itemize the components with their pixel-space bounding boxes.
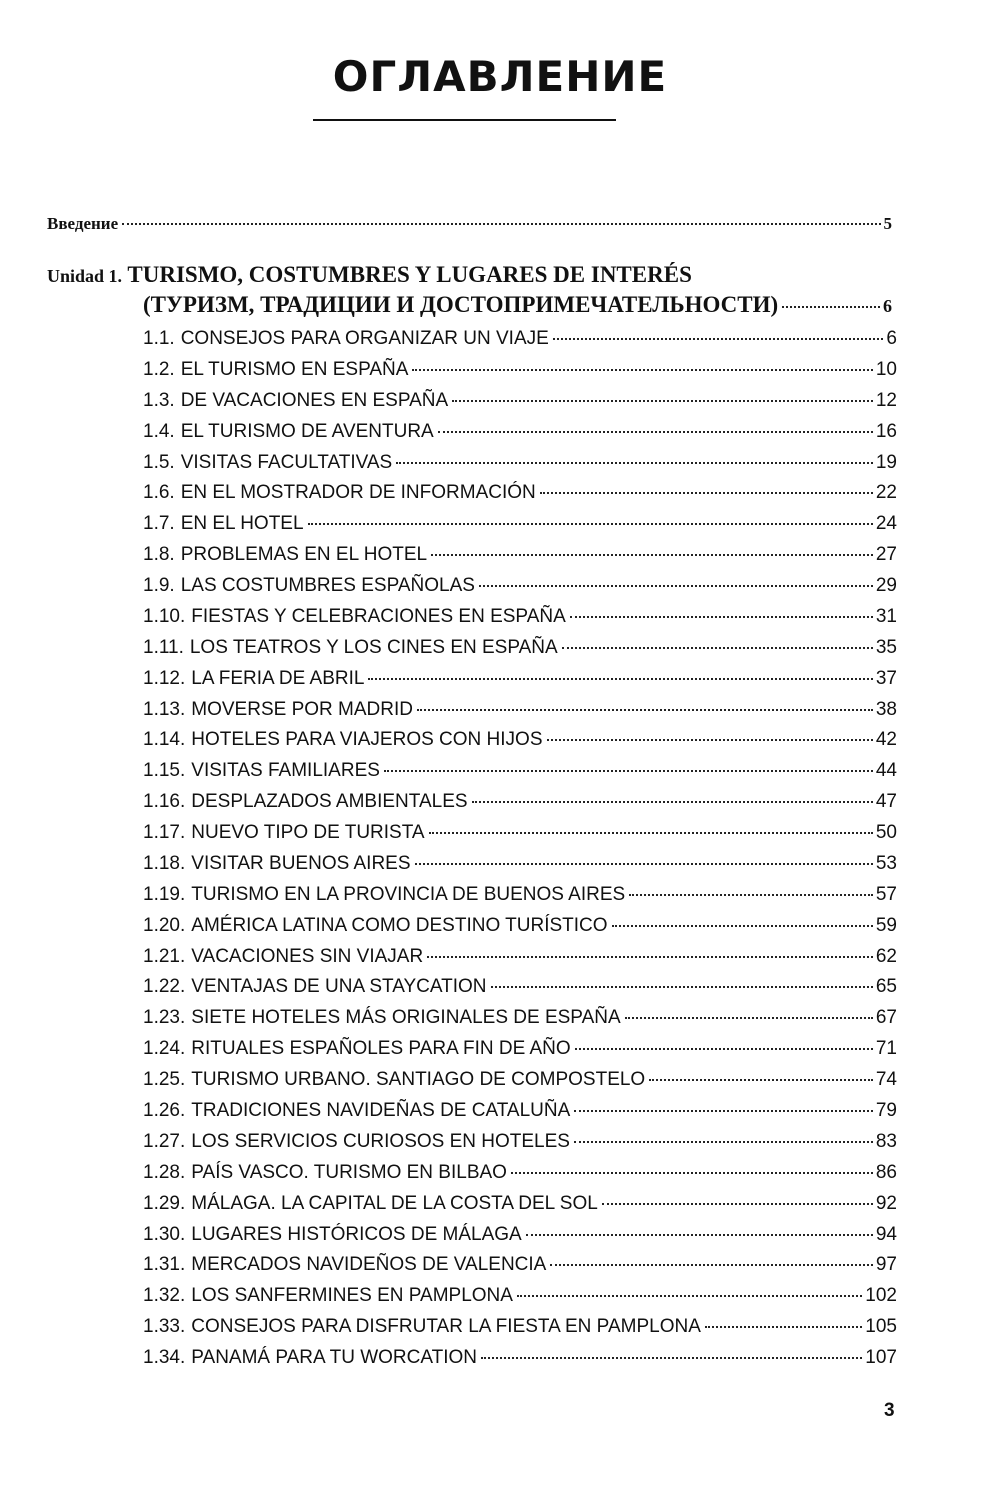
toc-entry[interactable] xyxy=(143,637,897,665)
toc-entry[interactable] xyxy=(143,544,897,572)
toc-entry-title: DESPLAZADOS AMBIENTALES xyxy=(191,791,468,813)
dot-leader xyxy=(396,462,873,464)
toc-entry-number: 1.31. xyxy=(143,1254,186,1276)
dot-leader xyxy=(415,863,873,865)
toc-entry[interactable] xyxy=(143,1162,897,1190)
toc-entry-title: VISITAS FAMILIARES xyxy=(191,760,380,782)
dot-leader xyxy=(412,369,872,371)
toc-entry-page: 10 xyxy=(875,358,897,380)
toc-entry-page: 92 xyxy=(875,1192,897,1214)
toc-entry-title: CONSEJOS PARA ORGANIZAR UN VIAJE xyxy=(180,328,549,349)
dot-leader xyxy=(417,709,873,711)
dot-leader xyxy=(481,1357,862,1359)
toc-entry-title: FIESTAS Y CELEBRACIONES EN ESPAÑA xyxy=(191,605,566,627)
toc-entry[interactable] xyxy=(143,946,897,974)
unit-heading[interactable] xyxy=(47,262,692,288)
toc-entry[interactable] xyxy=(143,1131,897,1159)
toc-entry-title: VISITAS FACULTATIVAS xyxy=(180,451,393,473)
toc-entry[interactable] xyxy=(143,1316,897,1344)
toc-entry-page: 74 xyxy=(875,1069,897,1091)
toc-entry-page: 6 xyxy=(886,328,897,349)
toc-entry[interactable] xyxy=(143,575,897,603)
toc-entry-page: 29 xyxy=(875,575,897,597)
toc-entry-number: 1.18. xyxy=(143,852,186,874)
dot-leader xyxy=(368,678,872,680)
toc-entry-page: 83 xyxy=(875,1130,897,1152)
toc-entry-page: 16 xyxy=(875,420,897,442)
toc-entry-page: 65 xyxy=(875,976,897,998)
toc-entry-title: EL TURISMO EN ESPAÑA xyxy=(180,358,409,380)
unit-prefix: Unidad 1. xyxy=(47,266,123,286)
toc-entry[interactable] xyxy=(143,482,897,510)
dot-leader xyxy=(574,1141,873,1143)
toc-entry-title: DE VACACIONES EN ESPAÑA xyxy=(180,389,449,411)
dot-leader xyxy=(612,925,873,927)
dot-leader xyxy=(526,1234,873,1236)
dot-leader xyxy=(479,585,873,587)
toc-entry-number: 1.26. xyxy=(143,1100,186,1121)
toc-entry-page: 59 xyxy=(875,914,897,936)
dot-leader xyxy=(575,1048,873,1050)
dot-leader xyxy=(649,1079,873,1081)
toc-entry-number: 1.13. xyxy=(143,698,186,720)
toc-entry-number: 1.11. xyxy=(143,636,184,658)
toc-entry[interactable] xyxy=(143,359,897,387)
dot-leader xyxy=(570,616,873,618)
toc-intro-label: Введение xyxy=(47,214,119,233)
toc-entry-title: MERCADOS NAVIDEÑOS DE VALENCIA xyxy=(191,1254,547,1276)
dot-leader xyxy=(705,1326,862,1328)
page-number: 3 xyxy=(884,1400,895,1421)
toc-entry-title: NUEVO TIPO DE TURISTA xyxy=(191,822,425,844)
toc-entry-title: AMÉRICA LATINA COMO DESTINO TURÍSTICO xyxy=(191,914,608,936)
toc-entry-number: 1.17. xyxy=(143,822,186,844)
toc-entry-title: HOTELES PARA VIAJEROS CON HIJOS xyxy=(191,729,543,751)
toc-entry-page: 37 xyxy=(875,667,897,689)
dot-leader xyxy=(629,894,873,896)
toc-entry-title: VACACIONES SIN VIAJAR xyxy=(191,945,424,967)
toc-entry-title: EN EL MOSTRADOR DE INFORMACIÓN xyxy=(180,482,536,504)
toc-entry-page: 31 xyxy=(875,605,897,627)
toc-entry[interactable] xyxy=(143,452,897,480)
toc-entry-page: 47 xyxy=(875,791,897,813)
toc-entry-page: 67 xyxy=(875,1007,897,1029)
toc-entry-number: 1.27. xyxy=(143,1130,186,1152)
toc-entry-title: TURISMO EN LA PROVINCIA DE BUENOS AIRES xyxy=(191,883,626,905)
toc-entry-number: 1.9. xyxy=(143,575,175,597)
toc-entry-number: 1.16. xyxy=(143,791,186,813)
toc-entry[interactable] xyxy=(143,606,897,634)
toc-entry[interactable] xyxy=(143,668,897,696)
toc-entry-number: 1.15. xyxy=(143,760,186,782)
toc-entry[interactable] xyxy=(143,390,897,418)
toc-entry[interactable] xyxy=(143,1100,897,1128)
toc-entry-title: RITUALES ESPAÑOLES PARA FIN DE AÑO xyxy=(191,1038,571,1060)
toc-entry-number: 1.20. xyxy=(143,914,186,936)
toc-entry-title: PAÍS VASCO. TURISMO EN BILBAO xyxy=(191,1161,507,1183)
page-title: ОГЛАВЛЕНИЕ xyxy=(332,52,668,101)
toc-entry[interactable] xyxy=(143,853,897,881)
toc-entry-number: 1.32. xyxy=(143,1285,186,1307)
toc-entry-page: 86 xyxy=(875,1161,897,1183)
toc-entry[interactable] xyxy=(143,915,897,943)
dot-leader xyxy=(438,431,873,433)
unit-title-ru: (ТУРИЗМ, ТРАДИЦИИ И ДОСТОПРИМЕЧАТЕЛЬНОСТИ) xyxy=(143,292,779,317)
toc-entry-page: 107 xyxy=(865,1347,897,1369)
toc-entry-page: 12 xyxy=(875,389,897,411)
toc-entry[interactable] xyxy=(143,328,897,356)
dot-leader xyxy=(782,306,880,308)
toc-entry[interactable] xyxy=(143,699,897,727)
toc-entry-title: PANAMÁ PARA TU WORCATION xyxy=(191,1347,477,1369)
toc-entry[interactable] xyxy=(143,1347,897,1375)
toc-entry-title: CONSEJOS PARA DISFRUTAR LA FIESTA EN PAMPLONA xyxy=(191,1316,701,1338)
dot-leader xyxy=(491,986,873,988)
toc-entry-page: 44 xyxy=(875,760,897,782)
toc-entry-page: 53 xyxy=(875,852,897,874)
dot-leader xyxy=(602,1203,873,1205)
toc-entry-title: LA FERIA DE ABRIL xyxy=(191,667,365,689)
toc-entry-page: 97 xyxy=(875,1254,897,1276)
toc-entry[interactable] xyxy=(143,1254,897,1282)
toc-entry[interactable] xyxy=(143,822,897,850)
dot-leader xyxy=(517,1295,862,1297)
toc-entry-page: 38 xyxy=(875,698,897,720)
toc-entry-title: LOS TEATROS Y LOS CINES EN ESPAÑA xyxy=(189,636,558,658)
toc-entry-title: VISITAR BUENOS AIRES xyxy=(191,852,411,874)
unit-title-es: TURISMO, COSTUMBRES Y LUGARES DE INTERÉS xyxy=(127,262,692,287)
toc-entry-number: 1.2. xyxy=(143,358,175,380)
toc-entry-number: 1.12. xyxy=(143,667,186,689)
toc-entry-page: 35 xyxy=(875,636,897,658)
toc-entry[interactable] xyxy=(143,976,897,1004)
toc-entry-number: 1.28. xyxy=(143,1161,186,1183)
toc-entry-number: 1.19. xyxy=(143,883,186,905)
toc-entry-title: LUGARES HISTÓRICOS DE MÁLAGA xyxy=(191,1223,522,1245)
toc-entry[interactable] xyxy=(143,1193,897,1221)
toc-entry-title: MÁLAGA. LA CAPITAL DE LA COSTA DEL SOL xyxy=(191,1192,598,1214)
dot-leader xyxy=(384,770,873,772)
toc-entry-number: 1.24. xyxy=(143,1038,186,1060)
toc-entry-title: VENTAJAS DE UNA STAYCATION xyxy=(191,976,487,998)
toc-entry-page: 27 xyxy=(875,544,897,566)
toc-entry-page: 71 xyxy=(875,1038,897,1060)
toc-entry[interactable] xyxy=(143,1007,897,1035)
toc-entry-number: 1.23. xyxy=(143,1007,186,1029)
toc-entry[interactable] xyxy=(143,1069,897,1097)
dot-leader xyxy=(562,647,873,649)
toc-entry[interactable] xyxy=(143,1038,897,1066)
toc-entry-number: 1.30. xyxy=(143,1223,186,1245)
toc-entry-page: 79 xyxy=(875,1100,897,1121)
toc-entry-number: 1.5. xyxy=(143,451,175,473)
dot-leader xyxy=(429,832,873,834)
toc-entry-page: 57 xyxy=(875,883,897,905)
toc-entry-title: EN EL HOTEL xyxy=(180,513,304,535)
toc-entry-title: TRADICIONES NAVIDEÑAS DE CATALUÑA xyxy=(191,1100,571,1121)
toc-entry[interactable] xyxy=(143,791,897,819)
dot-leader xyxy=(122,223,880,225)
toc-entry-page: 102 xyxy=(865,1285,897,1307)
toc-entry-number: 1.10. xyxy=(143,605,186,627)
unit-page: 6 xyxy=(883,296,892,316)
unit-subtitle-row[interactable] xyxy=(143,292,892,318)
toc-entry-title: LOS SANFERMINES EN PAMPLONA xyxy=(191,1285,513,1307)
toc-entry-page: 50 xyxy=(875,822,897,844)
toc-entry-number: 1.21. xyxy=(143,945,186,967)
dot-leader xyxy=(511,1172,873,1174)
toc-entry-page: 94 xyxy=(875,1223,897,1245)
toc-entry[interactable] xyxy=(143,760,897,788)
dot-leader xyxy=(452,400,873,402)
toc-entry-number: 1.34. xyxy=(143,1347,186,1369)
toc-entry[interactable] xyxy=(143,884,897,912)
toc-intro-page: 5 xyxy=(883,214,892,233)
toc-intro-row[interactable] xyxy=(47,214,892,234)
toc-entry-number: 1.1. xyxy=(143,328,175,349)
toc-entry-title: MOVERSE POR MADRID xyxy=(191,698,413,720)
toc-entry-number: 1.6. xyxy=(143,482,175,504)
dot-leader xyxy=(574,1110,873,1112)
toc-entry-title: SIETE HOTELES MÁS ORIGINALES DE ESPAÑA xyxy=(191,1007,621,1029)
dot-leader xyxy=(427,956,873,958)
toc-entry-title: EL TURISMO DE AVENTURA xyxy=(180,420,434,442)
dot-leader xyxy=(540,492,873,494)
toc-entry[interactable] xyxy=(143,421,897,449)
toc-entry-number: 1.14. xyxy=(143,729,186,751)
toc-entry-number: 1.4. xyxy=(143,420,175,442)
toc-entry-number: 1.3. xyxy=(143,389,175,411)
dot-leader xyxy=(472,801,873,803)
toc-entry-number: 1.22. xyxy=(143,976,186,998)
toc-entry[interactable] xyxy=(143,1224,897,1252)
toc-entry-title: LOS SERVICIOS CURIOSOS EN HOTELES xyxy=(191,1130,570,1152)
toc-entry-title: LAS COSTUMBRES ESPAÑOLAS xyxy=(180,575,475,597)
title-underline xyxy=(313,119,616,121)
toc-entry-page: 42 xyxy=(875,729,897,751)
toc-entry-page: 22 xyxy=(875,482,897,504)
dot-leader xyxy=(431,554,873,556)
toc-entry-page: 105 xyxy=(865,1316,897,1338)
dot-leader xyxy=(553,338,884,340)
toc-entry-number: 1.8. xyxy=(143,544,175,566)
toc-entry-page: 24 xyxy=(875,513,897,535)
toc-entry-page: 62 xyxy=(875,945,897,967)
toc-entry-number: 1.33. xyxy=(143,1316,186,1338)
dot-leader xyxy=(308,523,873,525)
toc-entry-number: 1.29. xyxy=(143,1192,186,1214)
toc-entry[interactable] xyxy=(143,729,897,757)
dot-leader xyxy=(547,739,873,741)
toc-entry-number: 1.7. xyxy=(143,513,175,535)
toc-entry-number: 1.25. xyxy=(143,1069,186,1091)
toc-entry[interactable] xyxy=(143,513,897,541)
toc-entry-page: 19 xyxy=(875,451,897,473)
dot-leader xyxy=(625,1017,873,1019)
toc-entry-title: PROBLEMAS EN EL HOTEL xyxy=(180,544,428,566)
toc-entry[interactable] xyxy=(143,1285,897,1313)
toc-entry-title: TURISMO URBANO. SANTIAGO DE COMPOSTELO xyxy=(191,1069,646,1091)
dot-leader xyxy=(550,1264,873,1266)
